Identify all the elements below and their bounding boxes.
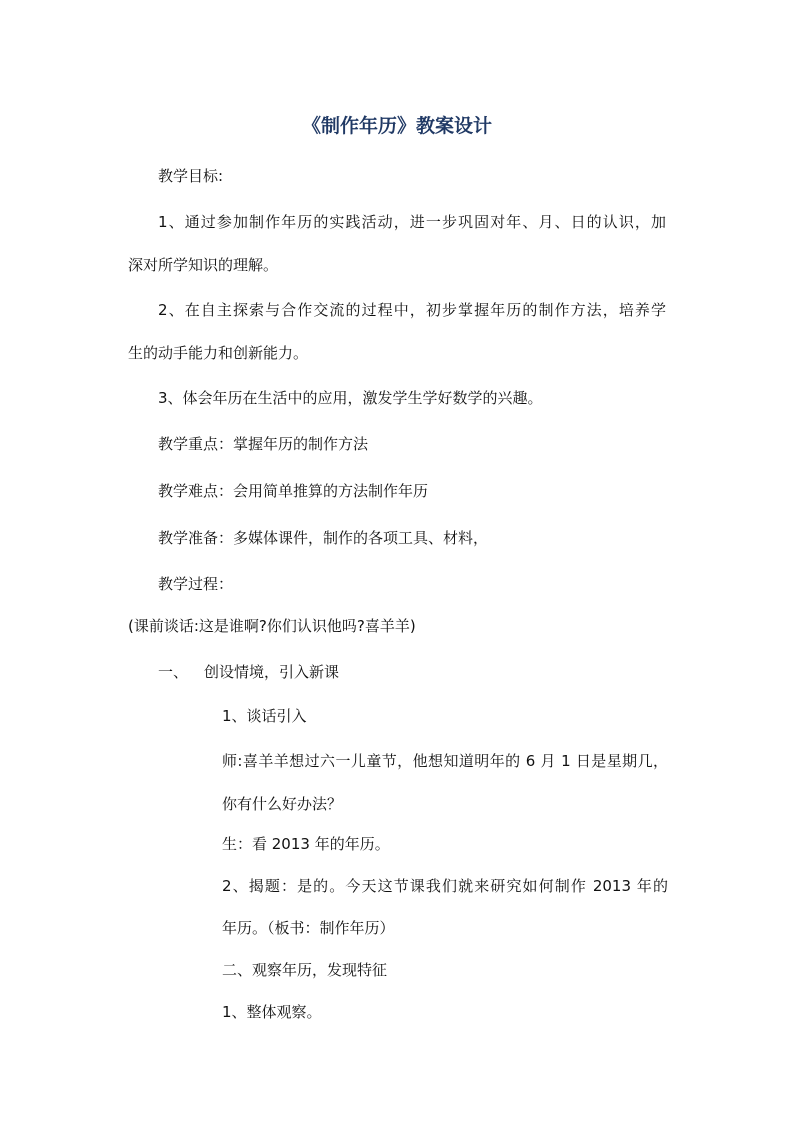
step-1: 1、谈话引入 bbox=[222, 707, 307, 725]
key-point: 教学重点：掌握年历的制作方法 bbox=[158, 435, 369, 453]
section-2-title: 二、观察年历，发现特征 bbox=[222, 961, 388, 979]
section-1-number: 一、 bbox=[158, 663, 189, 681]
section-2-step-1: 1、整体观察。 bbox=[222, 1003, 322, 1021]
process-label: 教学过程： bbox=[158, 575, 234, 593]
student-line: 生：看 2013 年的年历。 bbox=[222, 835, 390, 853]
step-2-line-1: 2、揭题：是的。今天这节课我们就来研究如何制作 2013 年的 bbox=[222, 877, 668, 895]
objective-3: 3、体会年历在生活中的应用，激发学生学好数学的兴趣。 bbox=[158, 389, 543, 407]
step-2-line-2: 年历。（板书：制作年历） bbox=[222, 919, 395, 937]
objective-2-line-2: 生的动手能力和创新能力。 bbox=[128, 344, 309, 362]
objectives-label: 教学目标: bbox=[158, 167, 224, 185]
objective-2-line-1: 2、在自主探索与合作交流的过程中，初步掌握年历的制作方法，培养学 bbox=[158, 301, 666, 319]
section-1-title: 创设情境，引入新课 bbox=[204, 663, 340, 681]
document-title: 《制作年历》教案设计 bbox=[301, 115, 492, 137]
preparation: 教学准备：多媒体课件，制作的各项工具、材料， bbox=[158, 529, 489, 547]
difficulty: 教学难点：会用简单推算的方法制作年历 bbox=[158, 482, 429, 500]
objective-1-line-2: 深对所学知识的理解。 bbox=[128, 256, 279, 274]
teacher-line-2: 你有什么好办法？ bbox=[222, 795, 343, 813]
objective-1-line-1: 1、通过参加制作年历的实践活动，进一步巩固对年、月、日的认识，加 bbox=[158, 213, 666, 231]
pre-class-talk: (课前谈话:这是谁啊?你们认识他吗?喜羊羊) bbox=[128, 617, 416, 635]
teacher-line-1: 师:喜羊羊想过六一儿童节，他想知道明年的 6 月 1 日是星期几， bbox=[222, 752, 668, 770]
